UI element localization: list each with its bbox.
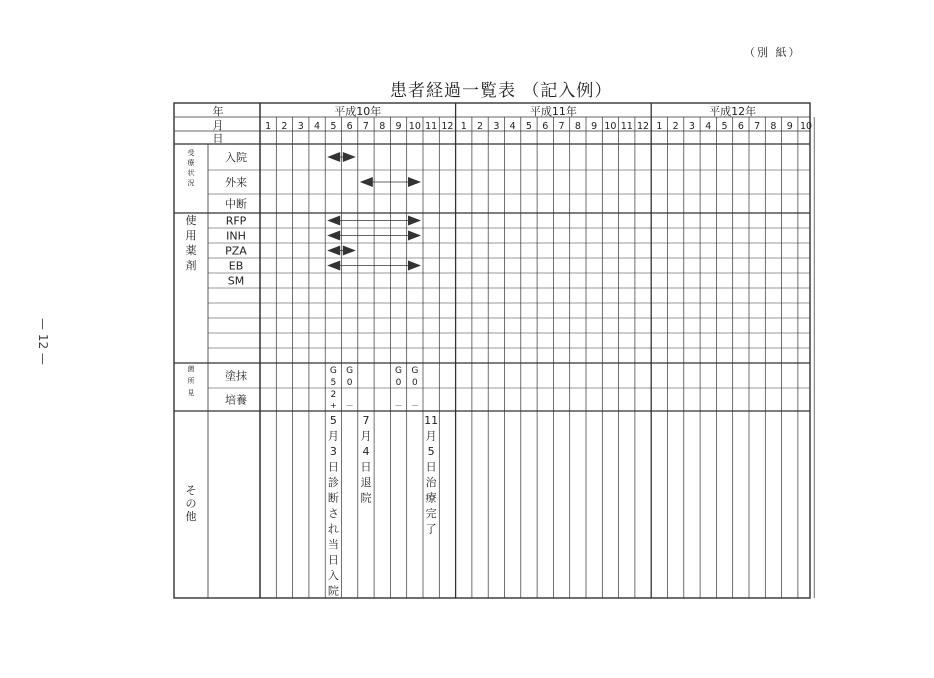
month-number: 10 bbox=[408, 121, 421, 132]
year-label: 年 bbox=[212, 105, 224, 118]
note-text: 5 bbox=[329, 414, 337, 427]
month-number: 10 bbox=[800, 121, 813, 132]
month-number: 5 bbox=[721, 121, 728, 132]
month-number: 3 bbox=[297, 121, 304, 132]
page-number: — 12 — bbox=[36, 318, 50, 365]
section-label-drugs: 剤 bbox=[185, 259, 197, 272]
note-text: 月 bbox=[360, 429, 372, 443]
note-text: さ bbox=[327, 507, 339, 520]
section-label-other: そ bbox=[185, 484, 197, 497]
bar-arrow-left bbox=[327, 216, 340, 226]
month-number: 2 bbox=[672, 121, 679, 132]
bar-arrow-left bbox=[327, 231, 340, 241]
section-label-other: 他 bbox=[185, 510, 197, 523]
bar-arrow-left bbox=[327, 152, 340, 162]
note-text: 日 bbox=[327, 460, 339, 474]
smear-result: G bbox=[411, 366, 419, 376]
month-number: 11 bbox=[620, 121, 633, 132]
note-text: 日 bbox=[327, 553, 339, 567]
bar-arrow-left bbox=[360, 177, 373, 187]
smear-result: 2 bbox=[330, 390, 337, 400]
row-label: SM bbox=[227, 274, 245, 288]
month-number: 7 bbox=[754, 121, 761, 132]
culture-result: － bbox=[394, 401, 403, 410]
bar-arrow-right bbox=[343, 152, 356, 162]
section-label-bacteria: 所 bbox=[187, 377, 195, 385]
month-number: 6 bbox=[542, 121, 549, 132]
month-number: 9 bbox=[395, 121, 402, 132]
bar-arrow-right bbox=[408, 177, 421, 187]
culture-result: － bbox=[345, 401, 354, 410]
month-number: 7 bbox=[362, 121, 369, 132]
month-number: 1 bbox=[265, 121, 272, 132]
note-text: 院 bbox=[360, 491, 372, 505]
month-number: 4 bbox=[705, 121, 712, 132]
section-label-drugs: 用 bbox=[185, 229, 197, 242]
section-label-drugs: 使 bbox=[185, 214, 197, 227]
note-text: れ bbox=[327, 522, 339, 536]
month-number: 6 bbox=[346, 121, 353, 132]
note-text: 7 bbox=[362, 414, 370, 427]
month-number: 3 bbox=[688, 121, 695, 132]
row-label: 外来 bbox=[225, 176, 247, 189]
month-number: 9 bbox=[591, 121, 598, 132]
note-text: 治 bbox=[425, 476, 437, 489]
table-border bbox=[174, 103, 813, 598]
section-label-treatment: 受 bbox=[187, 149, 195, 157]
page-title: 患者経過一覧表 （記入例） bbox=[390, 81, 613, 101]
day-label: 日 bbox=[212, 132, 224, 145]
month-number: 1 bbox=[460, 121, 467, 132]
smear-result: 0 bbox=[411, 378, 418, 388]
row-label: 培養 bbox=[225, 393, 247, 407]
section-label-other: の bbox=[185, 497, 197, 510]
culture-result: － bbox=[410, 401, 419, 410]
note-text: 月 bbox=[425, 429, 437, 443]
smear-result: G bbox=[346, 366, 354, 376]
note-text: 4 bbox=[362, 445, 370, 458]
month-number: 2 bbox=[477, 121, 484, 132]
month-number: 4 bbox=[314, 121, 321, 132]
section-label-treatment: 状 bbox=[187, 169, 195, 177]
smear-result: 5 bbox=[330, 378, 337, 388]
bar-arrow-right bbox=[408, 261, 421, 271]
note-text: 日 bbox=[425, 460, 437, 474]
month-number: 8 bbox=[770, 121, 777, 132]
month-number: 10 bbox=[604, 121, 617, 132]
section-label-treatment: 療 bbox=[187, 159, 195, 167]
row-label: EB bbox=[228, 259, 244, 273]
note-text: 了 bbox=[425, 522, 437, 536]
month-number: 4 bbox=[509, 121, 516, 132]
note-text: 診 bbox=[327, 476, 339, 489]
row-label: INH bbox=[226, 229, 246, 243]
month-number: 8 bbox=[379, 121, 386, 132]
row-label: 塗抹 bbox=[225, 369, 247, 383]
note-text: 入 bbox=[327, 569, 339, 582]
bar-arrow-left bbox=[327, 246, 340, 256]
year-header: 平成12年 bbox=[709, 105, 757, 118]
note-text: 月 bbox=[327, 429, 339, 443]
month-number: 5 bbox=[330, 121, 337, 132]
month-number: 2 bbox=[281, 121, 288, 132]
month-number: 12 bbox=[441, 121, 454, 132]
bar-arrow-right bbox=[408, 231, 421, 241]
note-text: 退 bbox=[360, 476, 372, 489]
bar-arrow-right bbox=[408, 216, 421, 226]
month-number: 5 bbox=[525, 121, 532, 132]
smear-result: G bbox=[329, 366, 337, 376]
row-label: PZA bbox=[225, 244, 247, 258]
culture-result: + bbox=[329, 401, 337, 410]
note-text: 療 bbox=[425, 491, 437, 505]
month-number: 9 bbox=[786, 121, 793, 132]
smear-result: 0 bbox=[395, 378, 402, 388]
appendix-label: （別 紙） bbox=[744, 46, 802, 59]
note-text: 当 bbox=[327, 538, 339, 551]
row-label: RFP bbox=[225, 214, 247, 228]
month-number: 12 bbox=[637, 121, 650, 132]
note-text: 院 bbox=[327, 584, 339, 598]
month-number: 7 bbox=[558, 121, 565, 132]
section-label-bacteria: 菌 bbox=[187, 365, 195, 373]
smear-result: 0 bbox=[346, 378, 353, 388]
row-label: 入院 bbox=[225, 151, 247, 164]
smear-result: G bbox=[395, 366, 403, 376]
year-header: 平成11年 bbox=[529, 105, 577, 118]
note-text: 完 bbox=[425, 507, 437, 520]
month-number: 11 bbox=[425, 121, 438, 132]
month-number: 6 bbox=[737, 121, 744, 132]
section-label-treatment: 況 bbox=[187, 179, 195, 187]
section-label-bacteria: 見 bbox=[187, 389, 195, 397]
note-text: 断 bbox=[327, 491, 339, 505]
note-text: 11 bbox=[424, 414, 439, 427]
bar-arrow-right bbox=[343, 246, 356, 256]
row-label: 中断 bbox=[225, 197, 247, 211]
month-number: 3 bbox=[493, 121, 500, 132]
year-header: 平成10年 bbox=[334, 105, 382, 118]
month-label: 月 bbox=[212, 119, 224, 132]
note-text: 3 bbox=[329, 445, 337, 458]
month-number: 1 bbox=[656, 121, 663, 132]
note-text: 5 bbox=[427, 445, 435, 458]
section-label-drugs: 薬 bbox=[185, 244, 197, 257]
note-text: 日 bbox=[360, 460, 372, 474]
month-number: 8 bbox=[574, 121, 581, 132]
bar-arrow-left bbox=[327, 261, 340, 271]
